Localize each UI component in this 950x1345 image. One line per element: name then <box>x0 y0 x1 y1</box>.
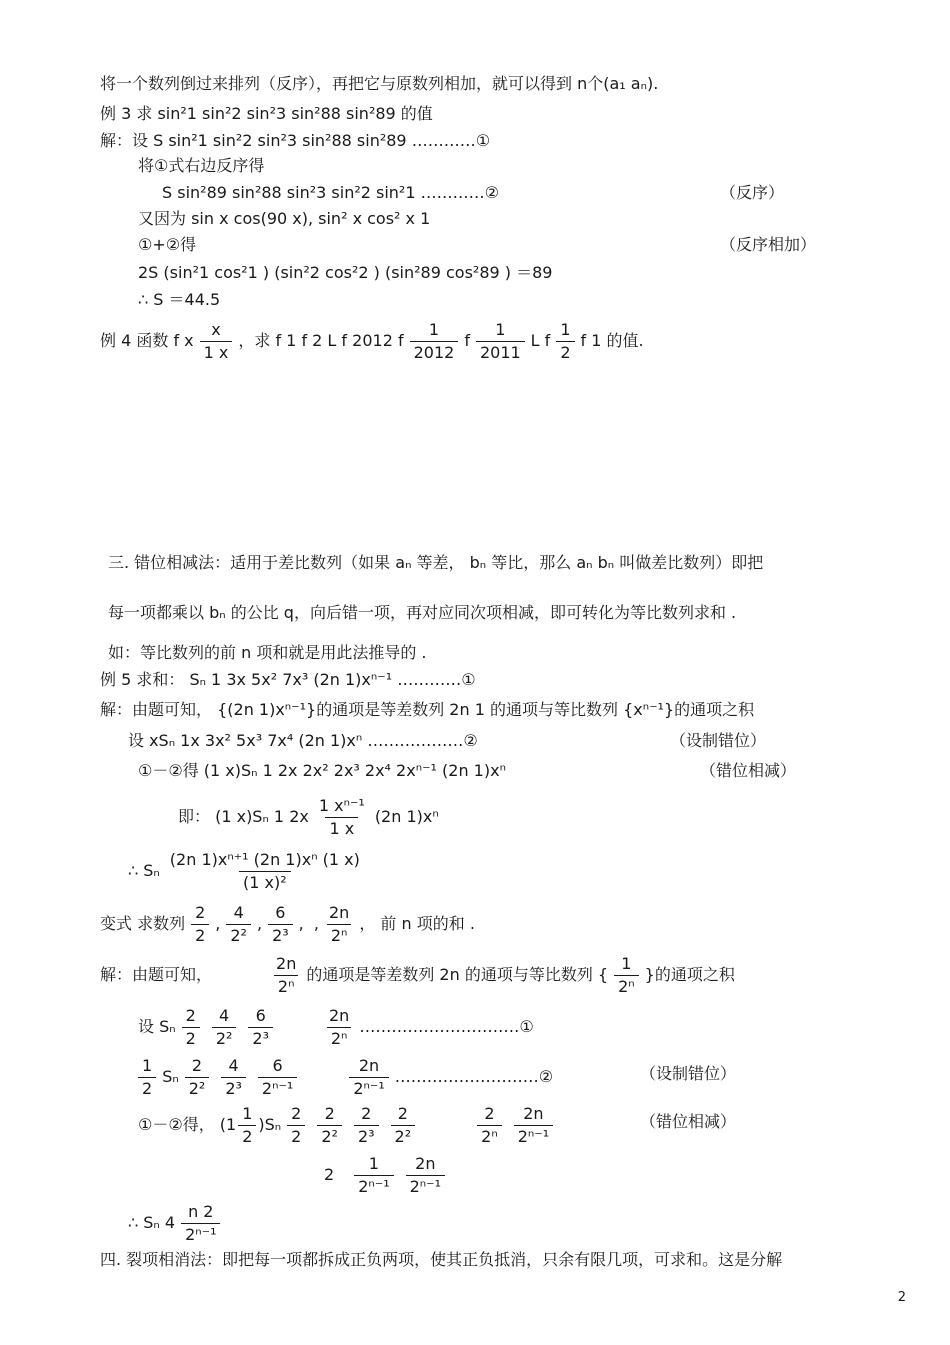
denominator: 2² <box>391 1125 416 1146</box>
numerator: 2n <box>415 1153 436 1173</box>
numerator: 1 <box>621 953 632 973</box>
denominator: 2² <box>212 1027 237 1048</box>
text-segment: 设 Sₙ <box>138 1017 176 1036</box>
numerator: 2n <box>329 902 350 922</box>
numerator: 1 <box>560 319 571 339</box>
numerator: 2 <box>484 1103 495 1123</box>
note: （反序相加） <box>720 235 817 254</box>
fraction <box>258 1057 297 1098</box>
text-segment: …………………………① <box>359 1017 534 1036</box>
text-segment: ①－②得， (1 <box>138 1115 237 1134</box>
fraction <box>238 1105 256 1146</box>
math-line <box>178 793 439 841</box>
text-segment: (2n 1)xⁿ <box>374 807 439 826</box>
denominator: 2 <box>556 341 574 362</box>
note: （设制错位） <box>670 731 767 750</box>
fraction <box>181 1203 220 1244</box>
fraction <box>391 1105 416 1146</box>
numerator: 4 <box>219 1005 230 1025</box>
numerator: 2 <box>185 1005 196 1025</box>
text-segment: L f <box>530 331 551 350</box>
numerator: 2 <box>195 902 206 922</box>
fraction <box>166 851 364 892</box>
denominator: 2 <box>287 1125 305 1146</box>
numerator: 6 <box>272 1055 283 1075</box>
numerator: 4 <box>228 1055 239 1075</box>
math-line <box>128 847 370 895</box>
section-heading: 四. 裂项相消法：即把每一项都拆成正负两项，使其正负抵消，只余有限几项，可求和。这是分解 <box>100 1250 783 1269</box>
fraction <box>221 1057 246 1098</box>
text-segment: 即： (1 x)Sₙ 1 2x <box>178 807 309 826</box>
result-line: ∴ S ＝44.5 <box>138 290 221 309</box>
fraction <box>477 1105 502 1146</box>
fraction <box>182 1007 200 1048</box>
math-line <box>324 1152 451 1198</box>
numerator: 2 <box>361 1103 372 1123</box>
denominator: 2 <box>182 1027 200 1048</box>
note: （错位相减） <box>700 761 797 780</box>
example-4-line <box>100 318 644 364</box>
denominator: 2ⁿ <box>274 975 299 996</box>
numerator: 2n <box>329 1005 350 1025</box>
fraction <box>556 321 574 362</box>
text-segment: )Sₙ <box>258 1115 282 1134</box>
math-line <box>138 1102 559 1148</box>
example-3-title: 例 3 求 sin²1 sin²2 sin²3 sin²88 sin²89 的值 <box>100 104 433 123</box>
numerator: 2n <box>523 1103 544 1123</box>
denominator: 2ⁿ⁻¹ <box>354 1175 393 1196</box>
fraction <box>410 321 459 362</box>
fraction <box>325 904 353 945</box>
numerator: 2 <box>191 1055 203 1075</box>
text-segment: ∴ Sₙ <box>128 861 160 880</box>
numerator: 4 <box>233 902 244 922</box>
denominator: 2012 <box>410 341 459 362</box>
numerator: 1 <box>242 1103 253 1123</box>
text-segment: ， 前 n 项的和 . <box>359 914 475 933</box>
denominator: 2² <box>185 1077 210 1098</box>
text-line: 将一个数列倒过来排列（反序），再把它与原数列相加，就可以得到 n个(a₁ aₙ). <box>100 74 659 93</box>
math-line <box>138 1054 553 1100</box>
numerator: 1 <box>368 1153 379 1173</box>
fraction <box>185 1057 210 1098</box>
text-segment: ∴ Sₙ 4 <box>128 1213 176 1232</box>
example-5-title: 例 5 求和： Sₙ 1 3x 5x² 7x³ (2n 1)xⁿ⁻¹ …………① <box>100 670 476 689</box>
section-heading: 三. 错位相减法：适用于差比数列（如果 aₙ 等差， bₙ 等比，那么 aₙ bₙ 叫做差比数列）即把 <box>108 553 764 572</box>
solution-line: 解：设 S sin²1 sin²2 sin²3 sin²88 sin²89 …………① <box>100 131 491 150</box>
fraction <box>354 1155 393 1196</box>
denominator: 2 <box>191 924 209 945</box>
denominator: 2 <box>238 1125 256 1146</box>
text-segment: 变式 求数列 <box>100 914 186 933</box>
math-line: 又因为 sin x cos(90 x), sin² x cos² x 1 <box>138 209 431 228</box>
text-line: ①+②得 <box>138 235 197 254</box>
math-line: 2S (sin²1 cos²1 ) (sin²2 cos²2 ) (sin²89 cos²89 ) ＝89 <box>138 263 553 282</box>
text-segment: Sₙ <box>162 1067 179 1086</box>
fraction <box>514 1105 553 1146</box>
text-segment: ，求 f 1 f 2 L f 2012 f <box>238 331 404 350</box>
fraction <box>248 1007 273 1048</box>
text-segment: }的通项之积 <box>644 965 735 984</box>
numerator: 2n <box>358 1055 380 1075</box>
numerator: 2 <box>397 1103 408 1123</box>
text-segment: 的通项是等差数列 2n 的通项与等比数列 { <box>306 965 609 984</box>
denominator: 2ⁿ <box>614 975 639 996</box>
math-line: 设 xSₙ 1x 3x² 5x³ 7x⁴ (2n 1)xⁿ ………………② <box>128 731 478 750</box>
denominator: 2ⁿ⁻¹ <box>349 1077 388 1098</box>
fraction <box>200 321 233 362</box>
denominator: 2³ <box>354 1125 379 1146</box>
text-segment: 解：由题可知， <box>100 965 213 984</box>
fraction <box>325 1007 353 1048</box>
text-segment: f 1 的值. <box>580 331 644 350</box>
numerator: 2n <box>276 953 297 973</box>
fraction <box>287 1105 305 1146</box>
text-segment: ………………………② <box>394 1067 554 1086</box>
text-segment: 2 <box>324 1165 335 1184</box>
fraction <box>138 1057 156 1098</box>
text-line: 将①式右边反序得 <box>138 156 265 175</box>
variant-line: 变式 求数列 $\frac{2}{2}$ , $\frac{4}{\text{2²}}$ , $\frac{6}{\text{2³}}$ , , $\frac{2n}{\text{2ⁿ}}$ ， 前 n 项的和 . <box>100 902 475 945</box>
numerator: (2n 1)xⁿ⁺¹ (2n 1)xⁿ (1 x) <box>169 849 360 869</box>
denominator: 2³ <box>248 1027 273 1048</box>
denominator: 2ⁿ <box>327 924 352 945</box>
fraction <box>315 797 369 838</box>
denominator: 2ⁿ⁻¹ <box>258 1077 297 1098</box>
numerator: 2 <box>324 1103 335 1123</box>
fraction <box>476 321 525 362</box>
denominator: 2011 <box>476 341 525 362</box>
denominator: 2ⁿ⁻¹ <box>514 1125 553 1146</box>
fraction <box>317 1105 342 1146</box>
denominator: 2³ <box>268 924 293 945</box>
fraction <box>614 955 639 996</box>
fraction <box>406 1155 445 1196</box>
note: （设制错位） <box>640 1064 737 1083</box>
fraction <box>349 1057 388 1098</box>
denominator: 1 x <box>325 817 358 838</box>
numerator: 2 <box>291 1103 302 1123</box>
math-line: S sin²89 sin²88 sin²3 sin²2 sin²1 …………② <box>162 183 499 202</box>
result-line <box>128 1200 226 1246</box>
denominator: 2ⁿ <box>477 1125 502 1146</box>
numerator: 1 <box>142 1055 153 1075</box>
page-number: 2 <box>897 1290 906 1305</box>
fraction <box>354 1105 379 1146</box>
denominator: 2 <box>138 1077 156 1098</box>
solution-line: 解：由题可知， {(2n 1)xⁿ⁻¹}的通项是等差数列 2n 1 的通项与等比数列 {xⁿ⁻¹}的通项之积 <box>100 700 755 719</box>
fraction <box>191 904 209 945</box>
numerator: 6 <box>255 1005 266 1025</box>
math-line: ①－②得 (1 x)Sₙ 1 2x 2x² 2x³ 2x⁴ 2xⁿ⁻¹ (2n 1)xⁿ <box>138 761 506 780</box>
math-line <box>138 1004 534 1050</box>
denominator: 2³ <box>221 1077 246 1098</box>
solution-line <box>100 952 735 998</box>
note: （错位相减） <box>640 1112 737 1131</box>
numerator: 6 <box>275 902 286 922</box>
text-segment: 例 4 函数 f x <box>100 331 194 350</box>
text-line: 如：等比数列的前 n 项和就是用此法推导的 . <box>108 643 427 662</box>
numerator: x <box>211 319 221 339</box>
denominator: 1 x <box>200 341 233 362</box>
numerator: 1 <box>495 319 506 339</box>
fraction <box>226 904 251 945</box>
denominator: (1 x)² <box>239 871 291 892</box>
denominator: 2² <box>317 1125 342 1146</box>
denominator: 2² <box>226 924 251 945</box>
denominator: 2ⁿ⁻¹ <box>406 1175 445 1196</box>
fraction <box>268 904 293 945</box>
denominator: 2ⁿ⁻¹ <box>181 1223 220 1244</box>
note: （反序） <box>720 183 785 202</box>
fraction <box>272 955 300 996</box>
numerator: n 2 <box>188 1201 214 1221</box>
text-segment: f <box>464 331 470 350</box>
text-line: 每一项都乘以 bₙ 的公比 q，向后错一项，再对应同次项相减，即可转化为等比数列求和 . <box>108 603 737 622</box>
denominator: 2ⁿ <box>327 1027 352 1048</box>
fraction <box>212 1007 237 1048</box>
numerator: 1 <box>428 319 440 339</box>
numerator: 1 xⁿ⁻¹ <box>318 795 365 815</box>
